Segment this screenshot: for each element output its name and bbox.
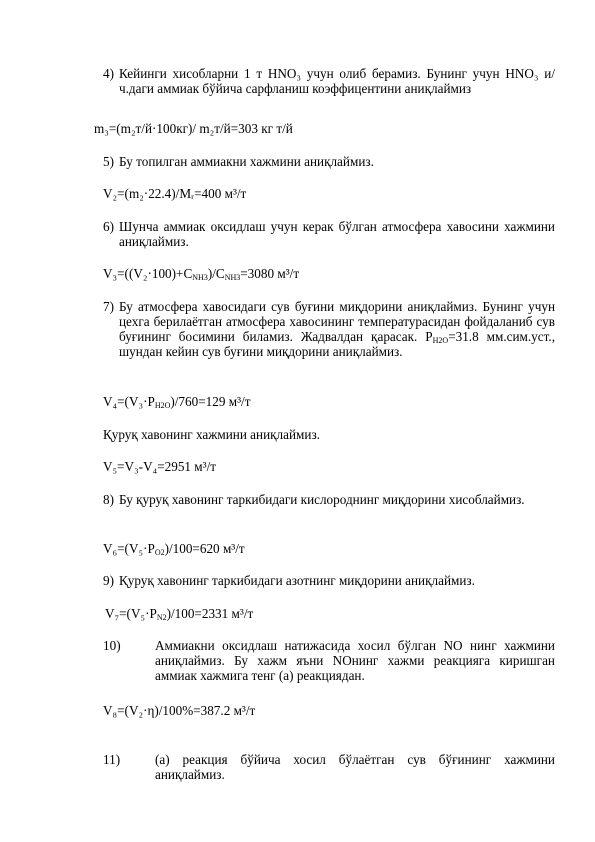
step-5	[103, 154, 555, 169]
step-number: 8)	[103, 492, 114, 507]
step-text: Кейинги хисобларни 1 т HNO₃ учун олиб берамиз. Бунинг учун HNO₃ и/ч.даги аммиак бўйича сарфланиш коэффицентини аниқлаймиз	[119, 66, 555, 96]
step-number: 11)	[103, 752, 121, 767]
step-text: Бу атмосфера хавосидаги сув буғини миқдорини аниқлаймиз. Бунинг учун цехга берилаётган атмосфера хавосининг температурасидан фойдаланиб сув буғининг босимини биламиз. Жадвалдан қарасак. $P_{H2O}=31.8$ мм.сим.уст., шундан кейин сув буғини миқдорини аниқлаймиз.	[119, 299, 555, 359]
step-text: Аммиакни оксидлаш натижасида хосил бўлган NO нинг хажмини аниқлаймиз. Бу хажм яъни NOнинг хажми реакцияга киришган аммиак хажмига тенг (а) реакциядан.	[155, 638, 555, 683]
step-11	[103, 752, 555, 782]
step-4	[103, 66, 555, 96]
formula-m3: m₃=(m₂т/й·100кг)/ m₂т/й=303 кг т/й	[94, 121, 293, 136]
step-10	[103, 638, 555, 683]
formula-v5: V₅=V₃-V₄=2951 м³/т	[103, 459, 217, 474]
step-number: 9)	[103, 573, 114, 588]
step-number: 10)	[103, 638, 121, 653]
step-9	[103, 573, 555, 588]
step-8	[103, 492, 555, 507]
formula-v8: V₈=(V₂·η)/100%=387.2 м³/т	[103, 703, 256, 718]
paragraph-dry-air: Қуруқ хавонинг хажмини аниқлаймиз.	[103, 427, 320, 442]
formula-v3: $V_3=((V_2\cdot 100)+C_{NH3})/C_{NH3}=3080$ м³/т	[103, 266, 300, 282]
formula-v6: $V_6=(V_5\cdot P_{O2})/100=620$ м³/т	[103, 541, 245, 557]
step-text: Бу топилган аммиакни хажмини аниқлаймиз.	[119, 154, 374, 169]
step-7	[103, 299, 555, 359]
step-text: Қуруқ хавонинг таркибидаги азотнинг миқдорини аниқлаймиз.	[119, 573, 475, 588]
step-text: Шунча аммиак оксидлаш учун керак бўлган атмосфера хавосини хажмини аниқлаймиз.	[119, 219, 555, 249]
step-number: 5)	[103, 154, 114, 169]
step-text: (а) реакция бўйича хосил бўлаётган сув бўғининг хажмини аниқлаймиз.	[155, 752, 555, 782]
step-number: 7)	[103, 299, 114, 314]
formula-v4: $V_4=(V_3\cdot P_{H2O})/760=129$ м³/т	[103, 394, 251, 410]
step-6	[103, 219, 555, 249]
formula-v7: $V_7=(V_5\cdot P_{N2})/100=2331$ м³/т	[105, 606, 254, 622]
step-number: 4)	[103, 66, 114, 81]
formula-v2: V₂=(m₂·22.4)/Mᵣ=400 м³/т	[103, 186, 247, 201]
step-text: Бу қуруқ хавонинг таркибидаги кислороднинг миқдорини хисоблаймиз.	[119, 492, 525, 507]
step-number: 6)	[103, 219, 114, 234]
